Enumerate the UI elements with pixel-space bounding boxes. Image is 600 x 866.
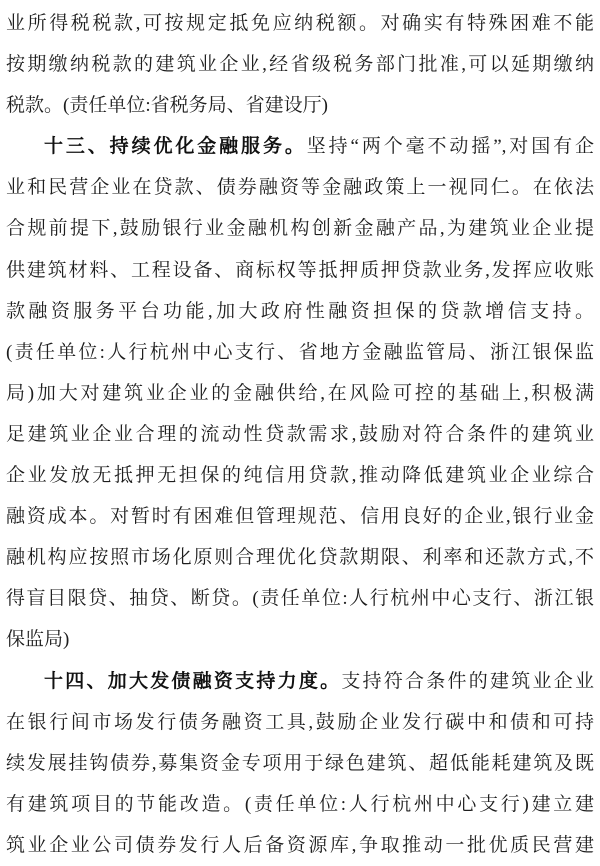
body-text: 供建筑材料、工程设备、商标权等抵押质押贷款业务,发挥应收账 [6, 259, 594, 281]
text-line [6, 784, 594, 825]
body-text: 企业发放无抵押无担保的纯信用贷款,推动降低建筑业企业综合 [6, 465, 594, 487]
text-line [6, 578, 594, 619]
text-line [6, 702, 594, 743]
body-text: 业所得税税款,可按规定抵免应纳税额。对确实有特殊困难不能 [6, 13, 594, 34]
body-text: (责任单位:人行杭州中心支行、省地方金融监管局、浙江银保监 [6, 341, 594, 363]
body-text: 筑业企业公司债券发行人后备资源库,争取推动一批优质民营建 [6, 834, 594, 856]
body-text: 有建筑项目的节能改造。(责任单位:人行杭州中心支行)建立建 [6, 793, 594, 815]
body-text: 局)加大对建筑业企业的金融供给,在风险可控的基础上,积极满 [6, 382, 594, 404]
body-text: 税款。(责任单位:省税务局、省建设厅) [6, 95, 328, 117]
body-text: 融机构应按照市场化原则合理优化贷款期限、利率和还款方式,不 [6, 547, 594, 569]
body-text: 足建筑业企业合理的流动性贷款需求,鼓励对符合条件的建筑业 [6, 423, 594, 445]
text-line [6, 126, 594, 167]
body-text: 支持符合条件的建筑业企业 [341, 670, 594, 692]
text-line [6, 167, 594, 208]
body-text: 款融资服务平台功能,加大政府性融资担保的贷款增信支持。 [6, 300, 594, 322]
body-text: 续发展挂钩债券,募集资金专项用于绿色建筑、超低能耗建筑及既 [6, 752, 594, 774]
body-text: 按期缴纳税款的建筑业企业,经省级税务部门批准,可以延期缴纳 [6, 54, 594, 76]
text-line [6, 537, 594, 578]
body-text: 业和民营企业在贷款、债券融资等金融政策上一视同仁。在依法 [6, 177, 594, 199]
text-line [6, 291, 594, 332]
body-text: 得盲目限贷、抽贷、断贷。(责任单位:人行杭州中心支行、浙江银 [6, 588, 594, 610]
text-line [6, 250, 594, 291]
section-heading-text: 十三、持续优化金融服务。 [44, 136, 307, 158]
text-line [6, 85, 594, 126]
section-heading-text: 十四、加大发债融资支持力度。 [44, 670, 342, 692]
text-line [6, 44, 594, 85]
body-text: 保监局) [6, 629, 70, 651]
text-line [6, 373, 594, 414]
body-text: 融资成本。对暂时有困难但管理规范、信用良好的企业,银行业金 [6, 506, 594, 528]
body-text: 坚持“两个毫不动摇”,对国有企 [306, 136, 594, 158]
body-text: 合规前提下,鼓励银行业金融机构创新金融产品,为建筑业企业提 [6, 218, 594, 240]
text-line [6, 661, 594, 702]
body-text: 在银行间市场发行债务融资工具,鼓励企业发行碳中和债和可持 [6, 711, 594, 733]
text-line [6, 3, 594, 44]
text-line [6, 743, 594, 784]
text-line [6, 619, 594, 660]
text-line [6, 332, 594, 373]
text-line [6, 208, 594, 249]
text-line [6, 414, 594, 455]
document-text-block [6, 3, 594, 866]
text-line [6, 825, 594, 866]
text-line [6, 496, 594, 537]
text-line [6, 455, 594, 496]
